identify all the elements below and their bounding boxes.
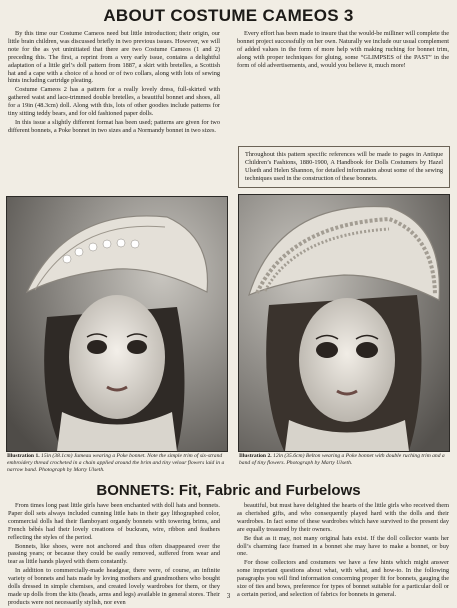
doll-belton-image (239, 195, 449, 451)
illustration-2-caption (239, 453, 447, 467)
caption-1-label: Illustration 1. (7, 453, 40, 459)
intro-right-column (237, 30, 449, 71)
bonnets-right-column (237, 502, 449, 600)
bonnets-paragraph-4: beautiful, but must have delighted the hearts of the little girls who received them as cherished gifts, and who consequently played hard with the dolls and their wardrobes. In fact some of these wardrobes which have survived to the present day are equally treasured by their owners. (237, 502, 449, 533)
illustration-2-photo (238, 194, 450, 452)
intro-paragraph-1: By this time our Costume Cameos need but little introduction; their origin, our little brain children, was discussed briefly in two previous issues. However, we will note for the as yet uninitiated that there are two Costume Cameos (1 and 2) preceding this. The first, a reprint from a very early issue, contains a delightful adaptation of a little girl’s doll pattern from 1887, a skirt with bretelles, a Scottish hat and a cape with a choice of a hood or of two collars, along with lots of sewing hints including cartridge pleating. (8, 30, 220, 85)
page-title: ABOUT COSTUME CAMEOS 3 (103, 6, 354, 25)
page-number: 3 (226, 592, 231, 600)
bonnets-paragraph-3: In addition to commercially-made headgear, there were, of course, an infinite variety of bonnets and hats made by loving mothers and grandmothers who bought dolls dressed in simple chemises, and created lovely wardrobes for them, or they made up dolls from the kits (heads, arms and legs) available in general stores. Their products were not necessarily stylish, nor even (8, 567, 220, 606)
bonnets-paragraph-1: From times long past little girls have been enchanted with doll hats and bonnets. Paper doll sets always included cunning little hats in their gay lithographed color, commercial dolls had their flamboyant organdy bonnets with towering brims, and French bébés had their lovely creations of buckram, wire, ribbon and feathers reflecting the styles of the period. (8, 502, 220, 541)
illustration-1-photo (6, 196, 228, 452)
doll-jumeau-image (7, 197, 227, 451)
bonnets-paragraph-2: Bonnets, like shoes, were not anchored and thus often disappeared over the passing years; or because they could be easily removed, suffered from wear and tear as little hands played with them constantly. (8, 542, 220, 566)
caption-2-text: 12in (35.6cm) Belton wearing a Poke bonnet with double ruching trim and a band of tiny flowers. Photograph by Marty Ulseth. (239, 453, 445, 466)
caption-1-text: 15in (38.1cm) Jumeau wearing a Poke bonnet. Note the simple trim of six-strand embroidery thread crocheted in a chain applied around the brim and tiny velour flowers laid in a narrow band. Photograph by Marty Ulseth. (7, 453, 225, 473)
reference-note-box: Throughout this pattern specific references will be made to pages in Antique Children’s Fashions, 1880-1900, A Handbook for Dolls Costumers by Hazel Ulseth and Helen Shannon, for detailed information about some of the sewing techniques used in the construction of these bonnets. (238, 146, 450, 188)
bonnets-paragraph-5: Be that as it may, not many original hats exist. If the doll collector wants her doll’s charming face framed in a bonnet she may have to make a bonnet, or buy one. (237, 534, 449, 558)
intro-paragraph-3: In this issue a slightly different format has been used; patterns are given for two different bonnets, a Poke bonnet in two sizes and a Normandy bonnet in two sizes. (8, 118, 220, 134)
intro-left-column (8, 30, 220, 136)
intro-paragraph-2: Costume Cameos 2 has a pattern for a really lovely dress, full-skirted with gathered waist and lace-trimmed double bretelles, a beautiful bonnet and shoes, all for a 19in (48.3cm) doll. Along with this, lots of other goodies include patterns for tiny sitting teddy bears, and for old fashioned paper dolls. (8, 86, 220, 118)
caption-2-label: Illustration 2. (239, 453, 272, 459)
section-title: BONNETS: Fit, Fabric and Furbelows (96, 482, 361, 499)
intro-paragraph-4: Every effort has been made to insure that the would-be milliner will complete the bonnet project successfully on her own. Naturally we include our usual complement of added values in the form of more help with making ruching for bonnet trim, along with proper techniques for gluing, some “GLIMPSES of the PAST” in the form of old advertisements, and, would you believe it, much more! (237, 30, 449, 69)
bonnets-paragraph-6: For those collectors and costumers we have a few hints which might answer some important questions about what, with what, and how-to. In the following paragraphs you will find information concerning proper fit for bonnets, gauging the size of ties and bows, preference for types of bonnet suitable for a particular doll or a certain period, and selection of fabrics for bonnets in general. (237, 559, 449, 598)
illustration-1-caption (7, 453, 225, 473)
